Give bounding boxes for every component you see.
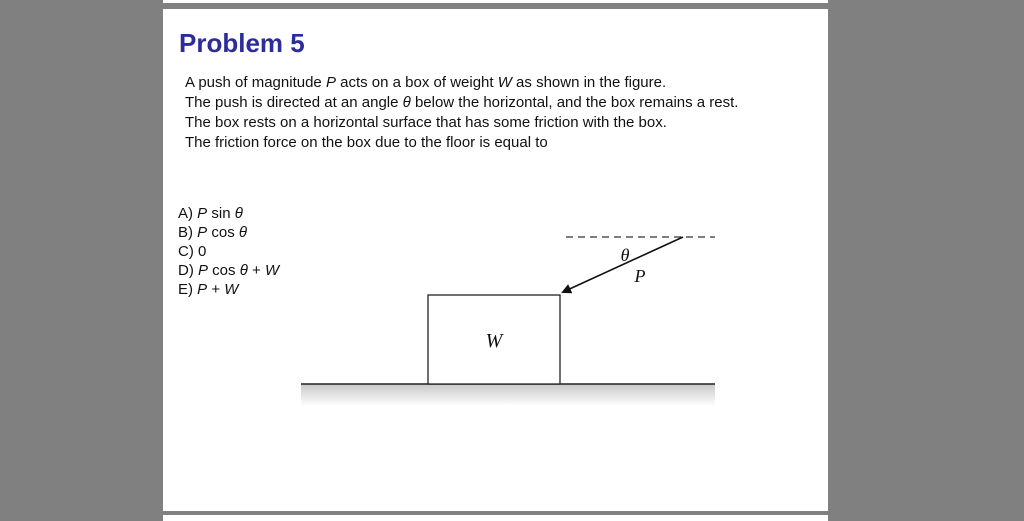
problem-line: The friction force on the box due to the floor is equal to (185, 134, 548, 151)
problem-line: A push of magnitude P acts on a box of weight W as shown in the figure. (185, 74, 667, 91)
force-label: P (634, 266, 646, 286)
problem-line: The push is directed at an angle θ below the horizontal, and the box remains a rest. (185, 94, 739, 111)
choice-c: C) 0 (178, 243, 207, 260)
previous-page-edge (163, 0, 828, 3)
angle-label: θ (620, 245, 630, 265)
floor-shading (301, 384, 715, 406)
choice-d: D) P cos θ + W (178, 262, 280, 279)
answer-choices (178, 204, 279, 299)
choice-a: A) P sin θ (178, 205, 243, 222)
choice-e: E) P + W (178, 281, 239, 298)
box-weight-label: W (485, 330, 503, 352)
choice-b: B) P cos θ (178, 224, 248, 241)
problem-statement (185, 73, 738, 153)
force-diagram (293, 227, 723, 417)
next-page-edge (163, 515, 828, 521)
page-title: Problem 5 (179, 28, 305, 58)
slide-page (163, 9, 828, 511)
problem-line: The box rests on a horizontal surface that has some friction with the box. (185, 114, 667, 131)
